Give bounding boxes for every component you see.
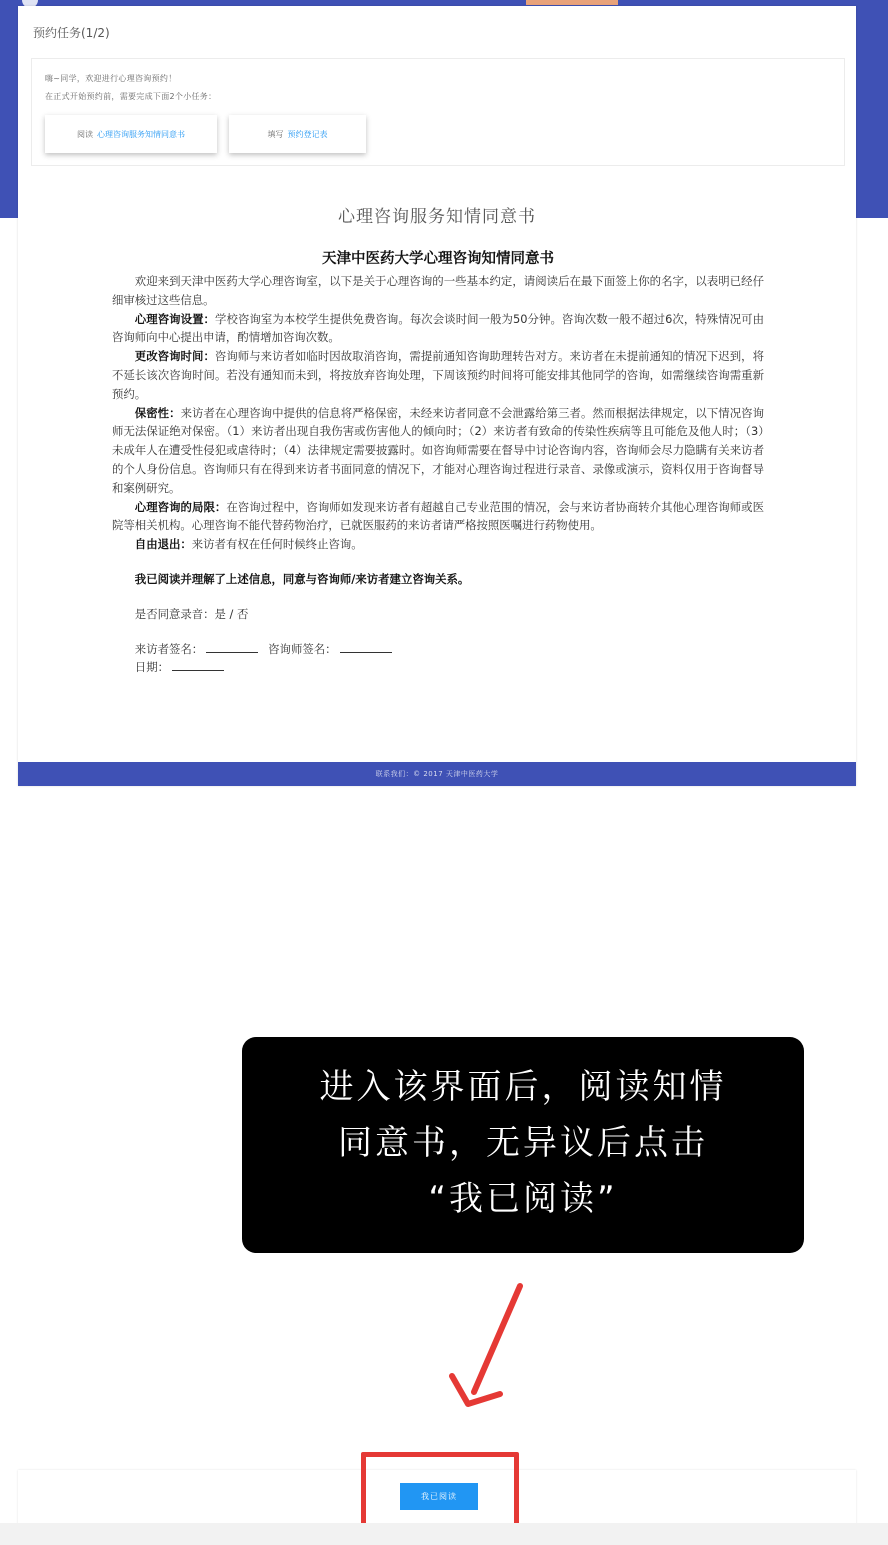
section-label: 保密性：	[134, 405, 181, 420]
footer: 联系我们：© 2017 天津中医药大学	[18, 762, 856, 786]
section-change-time	[112, 347, 764, 403]
section-label: 心理咨询设置：	[134, 311, 216, 326]
callout-line: 同意书，无异议后点击	[338, 1123, 708, 1163]
date-line	[172, 658, 224, 671]
document-heading: 心理咨询服务知情同意书	[338, 207, 536, 227]
section-text: 来访者有权在任何时候终止咨询。	[191, 537, 363, 552]
date-label: 日期：	[134, 660, 169, 675]
fill-task-prefix: 填写	[267, 129, 284, 139]
counselor-signature-line	[340, 640, 392, 653]
active-tab-indicator	[526, 0, 618, 5]
fill-task-link[interactable]: 预约登记表	[287, 129, 328, 139]
section-label: 自由退出：	[134, 537, 192, 552]
agreement-statement	[112, 570, 764, 589]
consent-document	[112, 248, 764, 677]
section-text: 在咨询过程中，咨询师如发现来访者有超越自己专业范围的情况，会与来访者协商转介其他心理咨询师或医院等相关机构。心理咨询不能代替药物治疗，已就医服药的来访者请严格按照医嘱进行药物使用。	[112, 499, 764, 533]
date-row	[112, 658, 764, 677]
callout-line: 进入该界面后，阅读知情	[319, 1067, 727, 1107]
confirm-read-button[interactable]: 我已阅读	[400, 1483, 478, 1510]
section-limits	[112, 498, 764, 536]
main-card	[18, 6, 856, 786]
section-text: 咨询师与来访者如临时因故取消咨询，需提前通知咨询助理转告对方。来访者在未提前通知的情况下迟到，将不延长该次咨询时间。若没有通知而未到，将按放弃咨询处理，下周该预约时间将可能安排其他同学的咨询，如需继续咨询需重新预约。	[112, 349, 764, 401]
section-label: 更改咨询时间：	[134, 349, 215, 364]
section-withdraw	[112, 535, 764, 554]
fill-form-task-button[interactable]	[229, 115, 366, 153]
instruction-text: 在正式开始预约前，需要完成下面2个小任务：	[45, 92, 217, 101]
document-intro: 欢迎来到天津中医药大学心理咨询室，以下是关于心理咨询的一些基本约定，请阅读后在最下面签上你的名字，以表明已经仔细审核过这些信息。	[112, 274, 764, 307]
document-title: 天津中医药大学心理咨询知情同意书	[322, 251, 554, 267]
callout-line: “我已阅读”	[428, 1179, 618, 1219]
section-confidentiality	[112, 404, 764, 498]
signature-row	[112, 640, 764, 659]
visitor-signature-line	[206, 640, 258, 653]
task-box	[31, 58, 845, 166]
pointer-arrow-icon	[440, 1280, 540, 1420]
read-task-prefix: 阅读	[77, 129, 93, 139]
task-title: 预约任务(1/2)	[33, 26, 110, 40]
section-label: 心理咨询的局限：	[134, 499, 227, 514]
read-consent-task-button[interactable]	[45, 115, 217, 153]
recording-consent: 是否同意录音：是 / 否	[134, 606, 249, 621]
section-setting	[112, 310, 764, 348]
instruction-callout	[242, 1037, 804, 1253]
agreement-text: 我已阅读并理解了上述信息，同意与咨询师/来访者建立咨询关系。	[134, 571, 470, 586]
welcome-text: 嗨~同学，欢迎进行心理咨询预约！	[45, 74, 177, 83]
read-task-link[interactable]: 心理咨询服务知情同意书	[97, 129, 185, 139]
counselor-signature-label: 咨询师签名：	[268, 641, 337, 656]
bottom-strip	[0, 1523, 888, 1545]
section-text: 来访者在心理咨询中提供的信息将严格保密，未经来访者同意不会泄露给第三者。然而根据法律规定，以下情况咨询师无法保证绝对保密。（1）来访者出现自我伤害或伤害他人的倾向时；（2）来访者有致命的传染性疾病等且可能危及他人时；（3）未成年人在遭受性侵犯或虐待时；（4）法律规定需要披露时。如咨询师需要在督导中讨论咨询内容，咨询师会尽力隐瞒有关来访者的个人身份信息。咨询师只有在得到来访者书面同意的情况下，才能对心理咨询过程进行录音、录像或演示，资料仅用于咨询督导和案例研究。	[112, 405, 764, 495]
section-text: 学校咨询室为本校学生提供免费咨询。每次会谈时间一般为50分钟。咨询次数一般不超过6次，特殊情况可由咨询师向中心提出申请，酌情增加咨询次数。	[112, 311, 764, 345]
visitor-signature-label: 来访者签名：	[134, 641, 204, 656]
